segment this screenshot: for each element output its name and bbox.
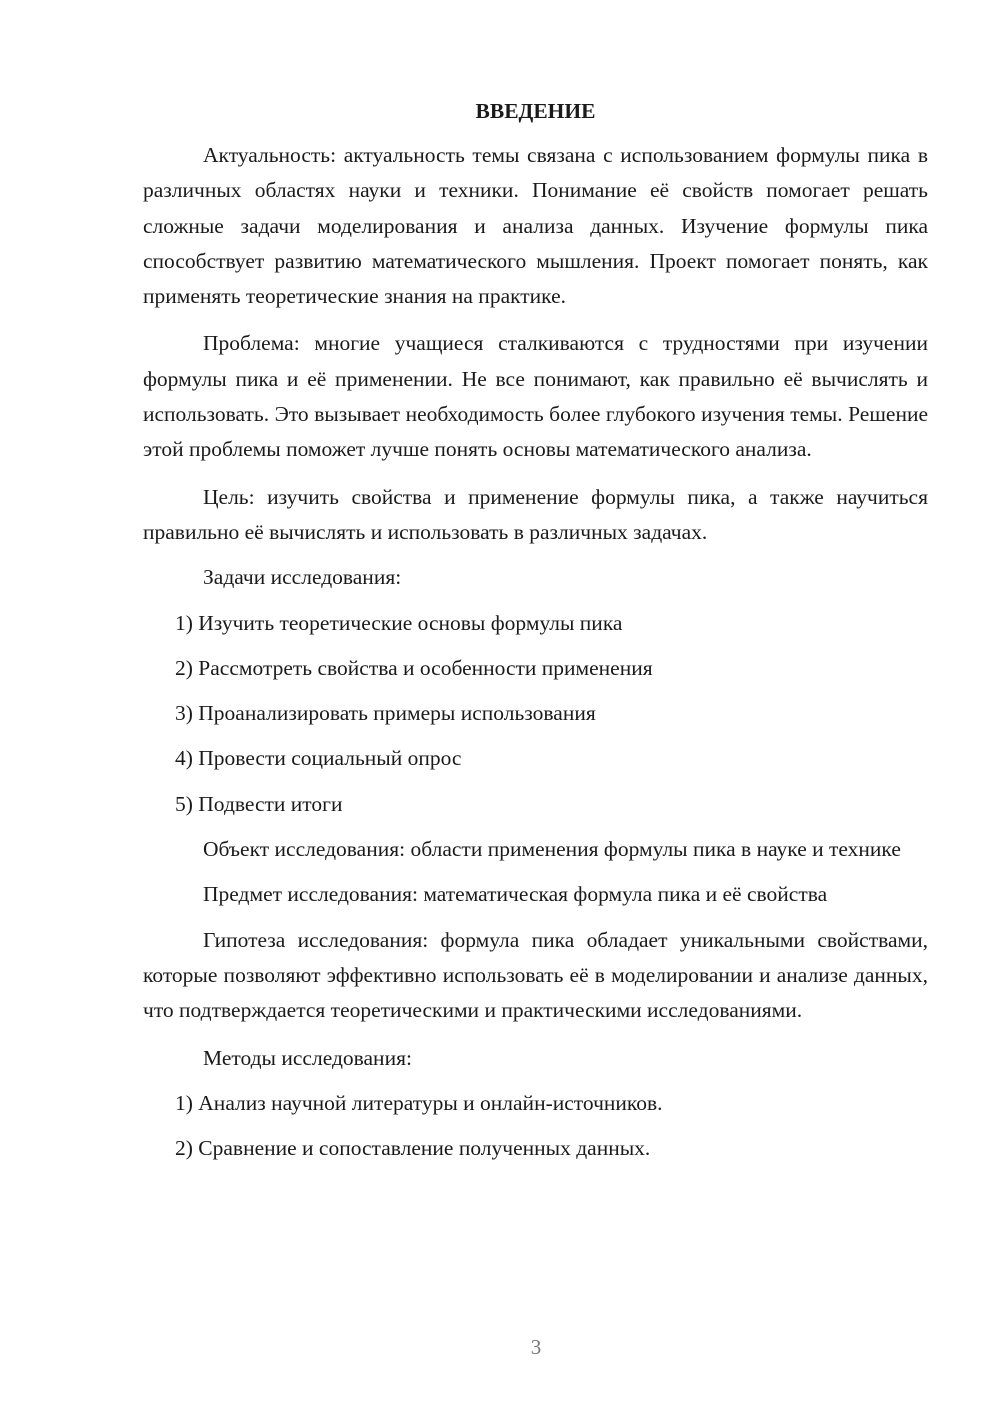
task-item: 5) Подвести итоги: [175, 791, 343, 816]
hypothesis-paragraph: Гипотеза исследования: формула пика обладает уникальными свойствами, которые позволяют эффективно использовать её в моделировании и анализе данных, что подтверждается теоретическими и практическими исследованиями.: [143, 927, 928, 1023]
object-paragraph: Объект исследования: области применения формулы пика в науке и технике: [203, 837, 901, 862]
task-item: 3) Проанализировать примеры использования: [175, 701, 596, 726]
task-item: 2) Рассмотреть свойства и особенности применения: [175, 655, 653, 680]
method-item: 1) Анализ научной литературы и онлайн-источников.: [175, 1090, 663, 1115]
problem-paragraph: Проблема: многие учащиеся сталкиваются с трудностями при изучении формулы пика и её применении. Не все понимают, как правильно её вычислять и использовать. Это вызывает необходимость более глубокого изучения темы. Решение этой проблемы поможет лучше понять основы математического анализа.: [143, 331, 928, 462]
page-number: 3: [530, 1335, 542, 1359]
subject-paragraph: Предмет исследования: математическая формула пика и её свойства: [203, 882, 828, 907]
page-content: [143, 96, 928, 1176]
section-title: ВВЕДЕНИЕ: [475, 99, 596, 123]
task-item: 1) Изучить теоретические основы формулы пика: [175, 610, 623, 635]
task-item: 4) Провести социальный опрос: [175, 746, 462, 771]
relevance-paragraph: Актуальность: актуальность темы связана с использованием формулы пика в различных областях науки и техники. Понимание её свойств помогает решать сложные задачи моделирования и анализа данных. Изучение формулы пика способствует развитию математического мышления. Проект помогает понять, как применять теоретические знания на практике.: [143, 143, 928, 309]
goal-paragraph: Цель: изучить свойства и применение формулы пика, а также научиться правильно её вычислять и использовать в различных задачах.: [143, 484, 928, 544]
methods-heading: Методы исследования:: [203, 1045, 412, 1070]
method-item: 2) Сравнение и сопоставление полученных данных.: [175, 1136, 651, 1161]
tasks-heading: Задачи исследования:: [203, 565, 402, 590]
